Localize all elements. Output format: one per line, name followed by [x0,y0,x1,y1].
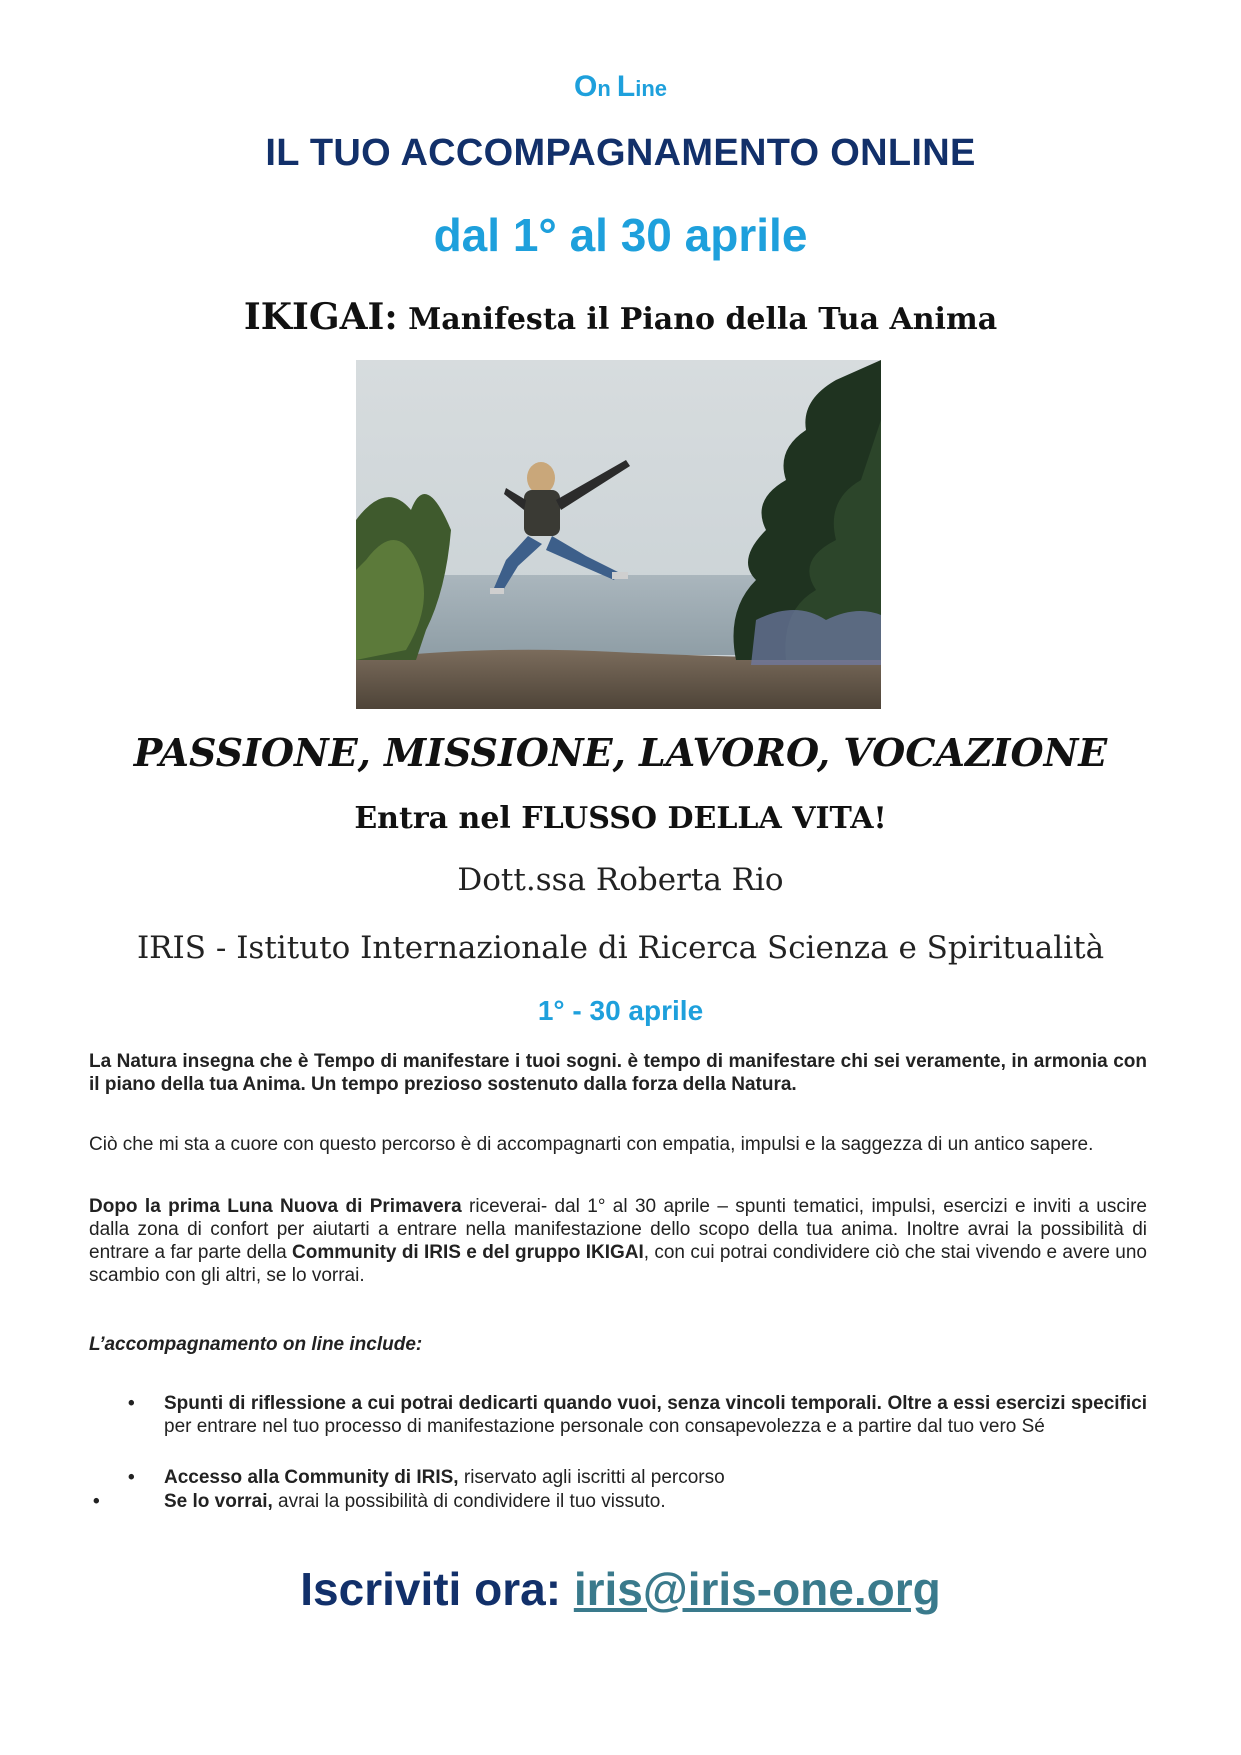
bullet-marker: • [128,1467,135,1488]
list-item: • Accesso alla Community di IRIS, riservato agli iscritti al percorso [128,1467,725,1488]
paragraph-heart: Ciò che mi sta a cuore con questo percorso è di accompagnarti con empatia, impulsi e la saggezza di un antico sapere. [89,1134,1094,1155]
paragraph-journey: Dopo la prima Luna Nuova di Primavera riceverai- dal 1° al 30 aprile – spunti tematici, impulsi, esercizi e inviti a uscire dalla zona di confort per aiutarti a entrare nella manifestazione dello scopo della tua anima. Inoltre avrai la possibilità di entrare a far parte della Community di IRIS e del gruppo IKIGAI, con cui potrai condividere ciò che stai vivendo e avere uno scambio con gli altri, se lo vorrai. [89,1196,1147,1286]
paragraph-nature: La Natura insegna che è Tempo di manifestare i tuoi sogni. è tempo di manifestare chi sei veramente, in armonia con il piano della tua Anima. Un tempo prezioso sostenuto dalla forza della Natura. [89,1051,1147,1095]
list-item: • Se lo vorrai, avrai la possibilità di condividere il tuo vissuto. [93,1491,666,1512]
ikigai-keyword: IKIGAI: [243,296,398,338]
online-label: On Line [573,70,668,103]
entra-heading: Entra nel FLUSSO DELLA VITA! [354,801,887,836]
signup-cta [0,1562,1241,1616]
doctor-name: Dott.ssa Roberta Rio [457,862,784,898]
institute-name: IRIS - Istituto Internazionale di Ricerca Scienza e Spiritualità [136,930,1105,966]
headline: IL TUO ACCOMPAGNAMENTO ONLINE [265,132,976,174]
email-link[interactable]: iris@iris-one.org [573,1563,941,1615]
date-range-small: 1° - 30 aprile [537,995,704,1026]
signup-label: Iscriviti ora: [300,1563,574,1615]
bullet-marker: • [93,1491,100,1512]
date-range-title: dal 1° al 30 aprile [433,209,808,261]
bullet-marker: • [128,1393,135,1414]
passione-heading: PASSIONE, MISSIONE, LAVORO, VOCAZIONE [133,730,1108,775]
ikigai-title [0,296,1241,338]
jumping-person-photo [356,360,881,709]
includes-intro: L’accompagnamento on line include: [89,1334,423,1355]
list-item: • Spunti di riflessione a cui potrai dedicarti quando vuoi, senza vincoli temporali. Oltre a essi esercizi specifici per entrare nel tuo processo di manifestazione personale con consapevolezza e a partire dal tuo vero Sé [128,1393,1147,1437]
ikigai-subtitle: Manifesta il Piano della Tua Anima [397,302,998,337]
